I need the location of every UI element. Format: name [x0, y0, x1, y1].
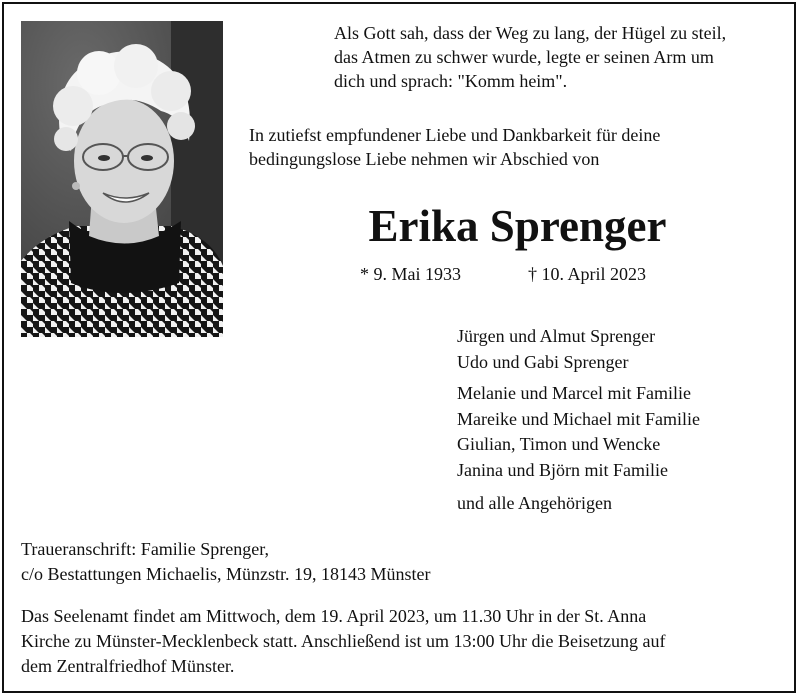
family-member: Mareike und Michael mit Familie — [457, 408, 700, 429]
address-line: Traueranschrift: Familie Sprenger, — [21, 539, 270, 559]
birth-date: * 9. Mai 1933 — [360, 264, 461, 284]
family-member: Janina und Björn mit Familie — [457, 459, 668, 480]
service-line: Kirche zu Münster-Mecklenbeck statt. Anschließend ist um 13:00 Uhr die Beisetzung auf — [21, 631, 666, 651]
family-group-1 — [457, 324, 655, 375]
service-line: dem Zentralfriedhof Münster. — [21, 656, 235, 676]
death-date: † 10. April 2023 — [528, 264, 647, 284]
mourning-address — [21, 537, 430, 587]
family-member: Jürgen und Almut Sprenger — [457, 326, 656, 346]
poem — [334, 21, 786, 93]
family-member: und alle Angehörigen — [457, 493, 612, 513]
poem-line: dich und sprach: "Komm heim". — [334, 71, 568, 91]
family-member: Melanie und Marcel mit Familie — [457, 383, 691, 403]
service-info — [21, 604, 787, 679]
family-group-3 — [457, 491, 612, 517]
family-member: Udo und Gabi Sprenger — [457, 351, 629, 372]
address-line: c/o Bestattungen Michaelis, Münzstr. 19, 18143 Münster — [21, 564, 431, 584]
intro-text — [249, 123, 786, 171]
poem-line: das Atmen zu schwer wurde, legte er seinen Arm um — [334, 47, 714, 67]
obituary-frame — [2, 2, 796, 693]
portrait-photo — [21, 21, 223, 337]
intro-line: bedingungslose Liebe nehmen wir Abschied von — [249, 149, 600, 169]
poem-line: Als Gott sah, dass der Weg zu lang, der Hügel zu steil, — [334, 23, 727, 43]
deceased-name: Erika Sprenger — [368, 201, 667, 251]
service-line: Das Seelenamt findet am Mittwoch, dem 19. April 2023, um 11.30 Uhr in der St. Anna — [21, 606, 647, 626]
intro-line: In zutiefst empfundener Liebe und Dankbarkeit für deine — [249, 125, 661, 145]
family-member: Giulian, Timon und Wencke — [457, 434, 661, 454]
family-group-2 — [457, 381, 700, 483]
